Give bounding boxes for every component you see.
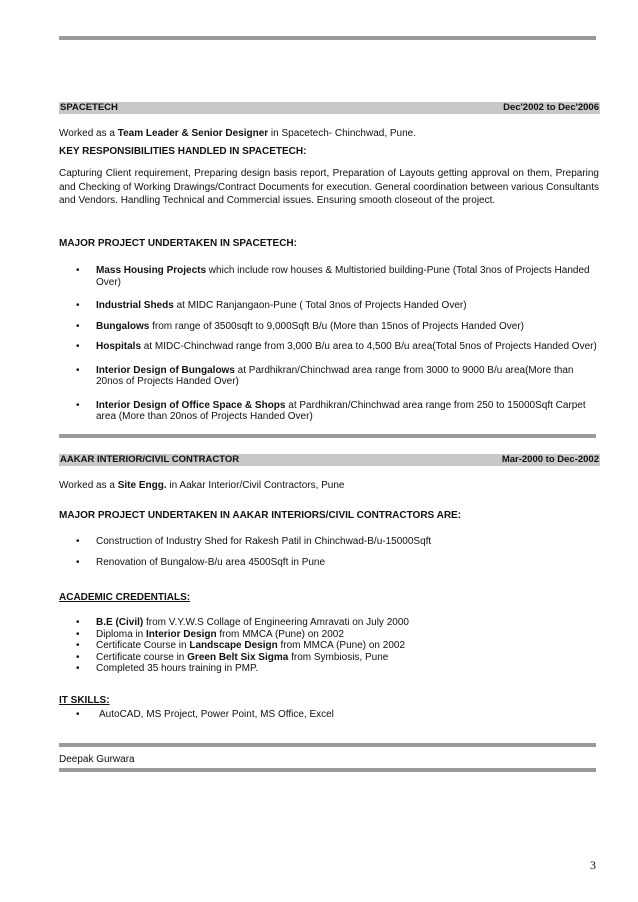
it-skills-list [59,709,599,721]
list-item: • Bungalows from range of 3500sqft to 9,000Sqft B/u (More than 15nos of Projects Handed Over) [59,321,599,333]
top-rule [59,36,596,40]
role-title: Site Engg. [117,480,167,491]
projects-heading: MAJOR PROJECT UNDERTAKEN IN AAKAR INTERIORS/CIVIL CONTRACTORS ARE: [59,510,462,521]
academic-heading: ACADEMIC CREDENTIALS: [59,592,191,603]
list-item: • Construction of Industry Shed for Rakesh Patil in Chinchwad-B/u-15000Sqft [59,536,599,548]
spacetech-project-list [59,265,599,423]
list-item: • Hospitals at MIDC-Chinchwad range from 3,000 B/u area to 4,500 B/u area(Total 5nos of Projects Handed Over) [59,341,599,353]
list-item: • AutoCAD, MS Project, Power Point, MS Office, Excel [59,709,599,721]
list-item: • Interior Design of Bungalows at Pardhikran/Chinchwad area range from 3000 to 9000 B/u area(More than 20nos of Projects Handed Over) [59,365,599,388]
academic-list [59,617,599,675]
projects-heading: MAJOR PROJECT UNDERTAKEN IN SPACETECH: [59,238,297,249]
list-item: • Mass Housing Projects which include row houses & Multistoried building-Pune (Total 3nos of Projects Handed Over) [59,265,599,288]
company-name: AAKAR INTERIOR/CIVIL CONTRACTOR [60,454,240,465]
company-name: SPACETECH [60,102,118,113]
aakar-project-list [59,536,599,568]
employment-dates: Dec'2002 to Dec'2006 [503,102,599,113]
spacetech-header-band [59,102,600,114]
list-item: • Interior Design of Office Space & Shops at Pardhikran/Chinchwad area range from 250 to 15000Sqft Carpet area (More than 20nos of Projects Handed Over) [59,400,599,423]
it-skills-heading: IT SKILLS: [59,695,110,706]
list-item: • Industrial Sheds at MIDC Ranjangaon-Pune ( Total 3nos of Projects Handed Over) [59,300,599,312]
bottom-rule [59,768,596,772]
list-item: • Certificate course in Green Belt Six Sigma from Symbiosis, Pune [59,652,599,664]
responsibilities-text: Capturing Client requirement, Preparing design basis report, Preparation of Layouts getting approval on them, Preparing and Checking of Working Drawings/Contract Documents for execution. General coordination between various Consultants and Vendors. Handling Technical and Commercial issues. Ensuring smooth closeout of the project. [59,168,599,206]
list-item: • Diploma in Interior Design from MMCA (Pune) on 2002 [59,629,599,641]
list-item: • B.E (Civil) from V.Y.W.S Collage of Engineering Amravati on July 2000 [59,617,599,629]
employment-dates: Mar-2000 to Dec-2002 [501,454,599,465]
list-item: • Renovation of Bungalow-B/u area 4500Sqft in Pune [59,557,599,569]
author-name: Deepak Gurwara [59,754,135,765]
role-line: Worked as a Team Leader & Senior Designer in Spacetech- Chinchwad, Pune. [59,128,417,139]
responsibilities-heading: KEY RESPONSIBILITIES HANDLED IN SPACETECH: [59,146,307,157]
aakar-header-band [59,454,600,466]
section-divider [59,434,596,438]
role-title: Team Leader & Senior Designer [117,128,269,139]
page-number: 3 [590,858,596,872]
list-item: • Completed 35 hours training in PMP. [59,663,599,675]
list-item: • Certificate Course in Landscape Design from MMCA (Pune) on 2002 [59,640,599,652]
role-line: Worked as a Site Engg. in Aakar Interior/Civil Contractors, Pune [59,480,345,491]
section-divider [59,743,596,747]
